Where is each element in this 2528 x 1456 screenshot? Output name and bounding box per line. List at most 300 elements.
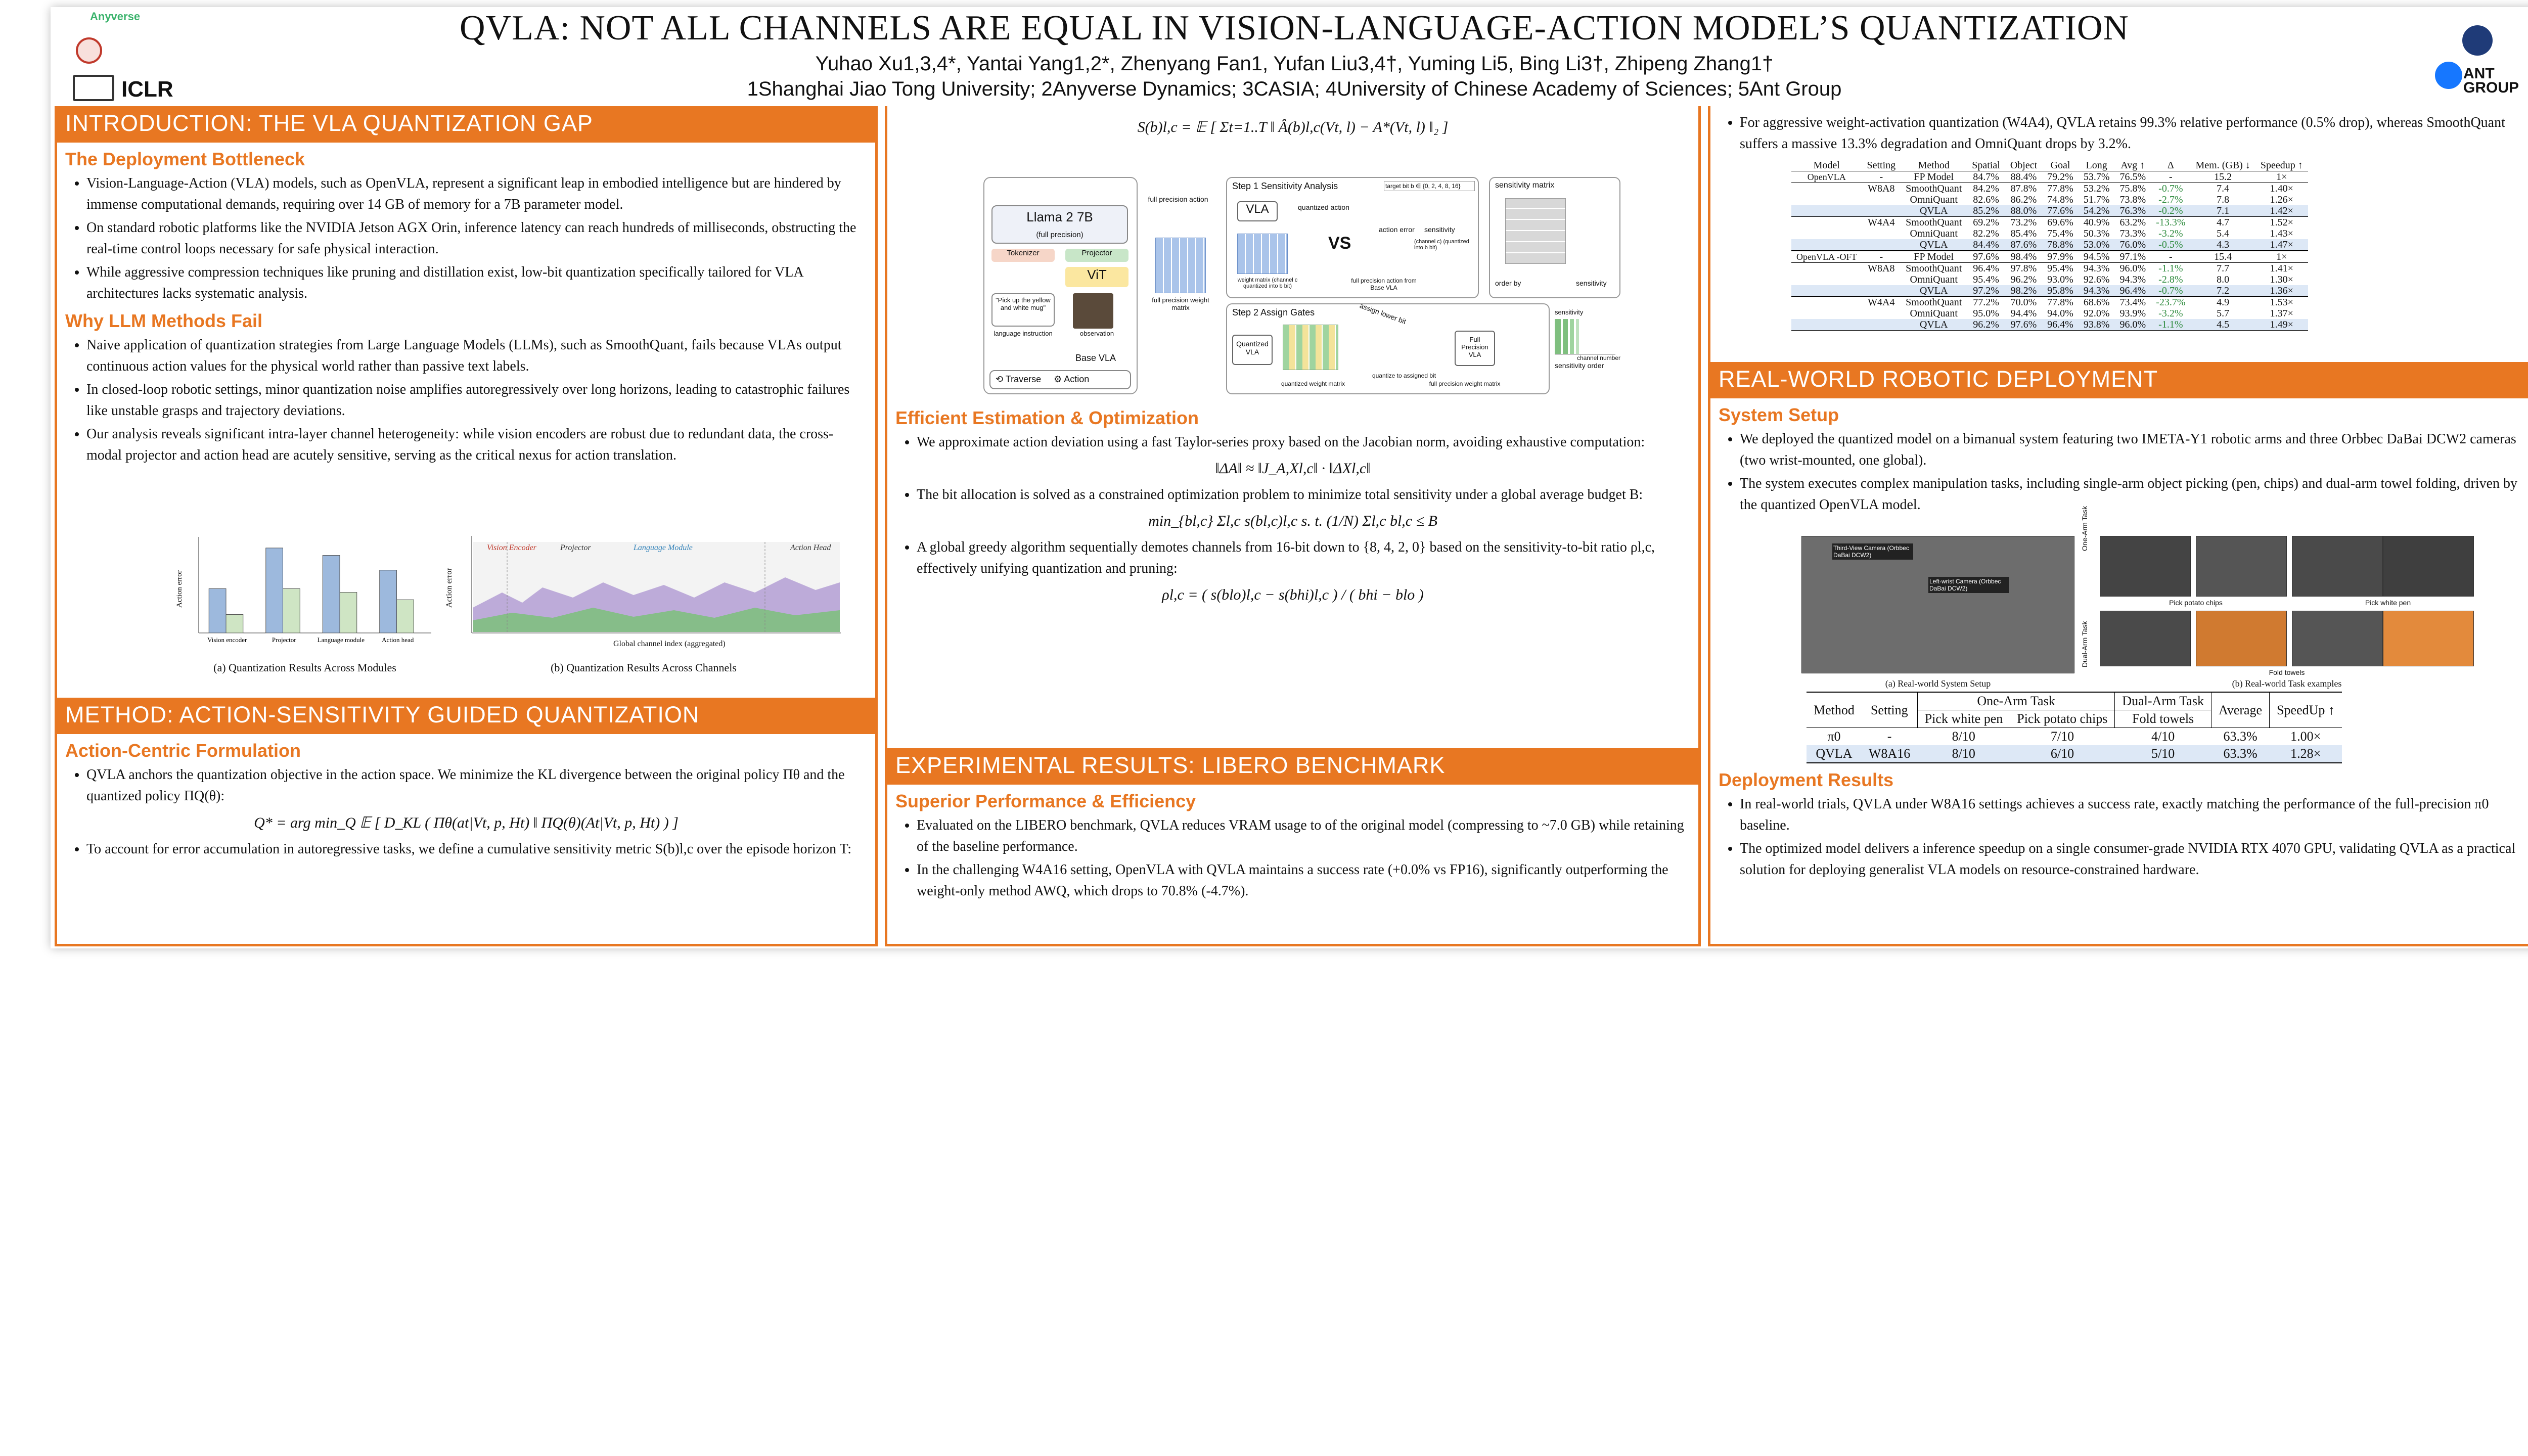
table-cell: 7.2 — [2191, 285, 2255, 297]
table-header-cell: Method — [1901, 160, 1967, 171]
fp-weight-label: full precision weight matrix — [1429, 380, 1501, 387]
cumulative-sensitivity-equation: S(b)l,c = 𝔼 [ Σt=1..T ‖ Â(b)l,c(Vt, l) − A*(Vt, l) ‖₂ ] — [1137, 119, 1449, 135]
tokenizer-box: Tokenizer — [991, 249, 1055, 262]
weight-matrix-icon — [1237, 234, 1288, 274]
table-cell: 93.0% — [2047, 274, 2073, 285]
step1-box — [1226, 177, 1479, 298]
bit-allocation-equation: min_{bl,c} Σl,c s(bl,c)l,c s. t. (1/N) Σl,c bl,c ≤ B — [1148, 513, 1437, 529]
table-cell — [1862, 319, 1901, 331]
table-row — [1791, 205, 2308, 217]
table-cell: 1.00× — [2290, 729, 2321, 744]
experiment-section-title: EXPERIMENTAL RESULTS: LIBERO BENCHMARK — [887, 748, 1698, 785]
one-arm-task-label: One-Arm Task — [2081, 506, 2089, 551]
table-cell: OmniQuant — [1910, 194, 1958, 205]
channel-plot-svg — [441, 532, 846, 653]
table-cell: 1.26× — [2270, 194, 2293, 205]
channel-number-label: channel number — [1576, 354, 1620, 361]
table-row — [1807, 728, 2342, 746]
task-photo — [2100, 536, 2191, 597]
order-sensitivity-label: sensitivity — [1576, 279, 1607, 287]
robot-photos — [1801, 506, 2474, 689]
table-cell: 97.8% — [2010, 263, 2037, 274]
table-cell: QVLA — [1901, 319, 1967, 331]
table-cell: 94.3% — [2083, 263, 2110, 274]
ant-group-logo: ANT GROUP — [2463, 65, 2519, 96]
header-dual-arm: Dual-Arm Task — [2115, 692, 2211, 710]
table-row — [1791, 239, 2308, 251]
table-header-cell: Long — [2079, 160, 2115, 171]
table-cell: 1.37× — [2270, 308, 2293, 319]
table-header-cell: Model — [1791, 160, 1862, 171]
list-item: • Naive application of quantization strategies from Large Language Models (LLMs), such as SmoothQuant, fails because VLAs output continuous action values for the physical world rather than passive text labels. — [86, 335, 867, 377]
table-row — [1791, 285, 2308, 297]
table-cell: 82.2% — [1973, 228, 1999, 239]
table-row — [1791, 251, 2308, 263]
table-cell: 63.3% — [2223, 746, 2258, 761]
performance-list — [917, 815, 1690, 902]
method-section — [57, 698, 875, 862]
table-cell: 8/10 — [1952, 746, 1975, 761]
table-cell — [1862, 194, 1901, 205]
table-cell: QVLA — [1901, 205, 1967, 217]
table-cell — [1862, 285, 1901, 297]
table-header-row — [1807, 692, 2342, 710]
w4a4-list — [1740, 112, 2523, 155]
table-cell: 75.4% — [2047, 228, 2073, 239]
task-photo — [2196, 536, 2287, 597]
list-item: • We deployed the quantized model on a bimanual system featuring two IMETA-Y1 robotic arms and three Orbbec DaBai DCW2 cameras (two wrist-mounted, one global). — [1740, 429, 2523, 471]
table-cell: 51.7% — [2083, 194, 2110, 205]
list-item: • For aggressive weight-activation quantization (W4A4), QVLA retains 99.3% relative performance (0.5% drop), whereas SmoothQuant suffers a massive 13.3% degradation and OmniQuant drops by 3.2%. — [1740, 112, 2523, 155]
bar-chart-svg — [173, 532, 436, 658]
table-cell: 96.0% — [2115, 319, 2151, 331]
table-cell: 7.7 — [2217, 263, 2230, 274]
y-axis-label: Action error — [445, 568, 454, 608]
table-header-cell: Δ — [2151, 160, 2190, 171]
llama-sub-label: (full precision) — [1036, 231, 1084, 239]
step2-label: Step 2 Assign Gates — [1232, 307, 1315, 317]
table-cell: 1.49× — [2255, 319, 2308, 331]
order-bars-icon — [1555, 319, 1615, 354]
table-cell: 15.2 — [2214, 171, 2232, 183]
table-cell: -0.7% — [2151, 285, 2190, 297]
table-cell: 4.5 — [2191, 319, 2255, 331]
table-cell: - — [1879, 171, 1883, 183]
observation-image — [1073, 293, 1113, 329]
table-cell: 88.4% — [2010, 171, 2037, 183]
table-cell: 4.9 — [2217, 297, 2230, 308]
table-cell: 5.4 — [2217, 228, 2230, 239]
table-cell: 1.42× — [2255, 205, 2308, 217]
x-tick-label: Projector — [272, 636, 296, 644]
table-cell: -23.7% — [2156, 297, 2186, 308]
list-item: • A global greedy algorithm sequentially demotes channels from 16-bit down to {8, 4, 2, 0} based on the sensitivity-to-bit ratio ρl,c, effectively unifying quantization and pruning: — [917, 537, 1690, 579]
table-cell: 8/10 — [1952, 729, 1975, 744]
table-cell: - — [1887, 729, 1892, 744]
quantize-label: quantize to assigned bit — [1372, 372, 1436, 379]
table-header-cell: Avg ↑ — [2115, 160, 2151, 171]
sensitivity-matrix-label: sensitivity matrix — [1495, 181, 1555, 190]
table-header-cell: Spatial — [1967, 160, 2005, 171]
table-cell: 1× — [2276, 171, 2287, 183]
table-row — [1791, 297, 2308, 308]
table-cell: 63.2% — [2119, 217, 2146, 228]
left-wrist-camera-label: Left-wrist Camera (Orbbec DaBai DCW2) — [1928, 577, 2009, 593]
llm-fail-list — [86, 335, 867, 466]
table-cell: 77.8% — [2047, 297, 2073, 308]
affiliation-list: 1Shanghai Jiao Tong University; 2Anyverse Dynamics; 3CASIA; 4University of Chinese Academy of Sciences; 5Ant Group — [747, 78, 1842, 100]
table-cell: 94.3% — [2119, 274, 2146, 285]
table-cell: 76.0% — [2115, 239, 2151, 251]
table-cell: OmniQuant — [1910, 228, 1958, 239]
table-cell: FP Model — [1914, 251, 1954, 262]
region-label: Projector — [560, 543, 591, 552]
list-item: • To account for error accumulation in autoregressive tasks, we define a cumulative sensitivity metric S(b)l,c over the episode horizon T: — [86, 839, 867, 860]
table-cell: 4.7 — [2217, 217, 2230, 228]
table-cell — [1862, 228, 1901, 239]
header-pen: Pick white pen — [1917, 710, 2010, 728]
table-cell: - — [2169, 171, 2173, 183]
table-cell: 1.40× — [2270, 183, 2293, 194]
order-by-label: order by — [1495, 279, 1521, 287]
table-cell — [1791, 263, 1862, 275]
table-cell: - — [1879, 251, 1883, 262]
table-cell: -0.2% — [2151, 205, 2190, 217]
table-cell: W4A4 — [1868, 217, 1895, 228]
table-row — [1791, 263, 2308, 275]
task-photo — [2292, 611, 2383, 666]
header-setting: Setting — [1862, 692, 1917, 728]
quantized-vla-box: Quantized VLA — [1232, 335, 1273, 365]
table-cell: 85.4% — [2010, 228, 2037, 239]
table-cell: FP Model — [1914, 171, 1954, 183]
table-row — [1791, 183, 2308, 195]
kl-objective-equation: Q* = arg min_Q 𝔼 [ D_KL ( Πθ(at|Vt, p, Ht) ‖ ΠQ(θ)(At|Vt, p, Ht) ) ] — [254, 814, 679, 831]
figure-a-caption: (a) Quantization Results Across Modules — [213, 661, 396, 674]
observation-label: observation — [1079, 330, 1114, 337]
table-cell: 74.8% — [2047, 194, 2073, 205]
table-cell: 6/10 — [2050, 746, 2074, 761]
traverse-button: ⟲ Traverse ⚙ Action — [989, 370, 1131, 389]
list-item: • Vision-Language-Action (VLA) models, such as OpenVLA, represent a significant leap in embodied intelligence but are hindered by immense computational demands, requiring over 14 GB of memory for a 7B parameter model. — [86, 173, 867, 215]
list-item: • The bit allocation is solved as a constrained optimization problem to minimize total sensitivity under a global average budget B: — [917, 484, 1690, 506]
table-cell: π0 — [1827, 729, 1841, 744]
list-item: • The optimized model delivers a inference speedup on a single consumer-grade NVIDIA RTX 4070 GPU, validating QVLA as a practical solution for deploying generalist VLA models on resource-constrained hardware. — [1740, 838, 2523, 881]
table-cell: 73.2% — [2010, 217, 2037, 228]
region-label: Language Module — [634, 543, 693, 552]
sensitivity-matrix-box — [1489, 177, 1620, 298]
subheading-why-llm-fail: Why LLM Methods Fail — [65, 310, 262, 331]
table-cell: 85.2% — [1967, 205, 2005, 217]
fp-action-label: full precision action — [1148, 195, 1208, 203]
table-cell: 7.1 — [2191, 205, 2255, 217]
table-cell: 53.2% — [2083, 183, 2110, 194]
y-axis-label: Action error — [175, 570, 184, 608]
subheading-deployment-results: Deployment Results — [1719, 769, 1894, 790]
table-cell: 7.8 — [2217, 194, 2230, 205]
table-cell — [1791, 228, 1862, 239]
table-header-row — [1791, 160, 2308, 171]
table-cell: -3.2% — [2158, 228, 2183, 239]
table-cell: OmniQuant — [1910, 274, 1958, 285]
table-cell: -1.1% — [2151, 319, 2190, 331]
llama-box — [991, 205, 1128, 244]
region-label: Action Head — [790, 543, 831, 552]
table-cell: 86.2% — [2010, 194, 2037, 205]
realworld-table-wrap — [1807, 692, 2342, 763]
table-cell: 87.6% — [2005, 239, 2042, 251]
table-cell — [1862, 205, 1901, 217]
table-cell: W8A8 — [1868, 263, 1895, 274]
header-one-arm: One-Arm Task — [1917, 692, 2115, 710]
table-cell: W4A4 — [1868, 297, 1895, 308]
table-cell: -2.8% — [2158, 274, 2183, 285]
base-vla-label: Base VLA — [1075, 353, 1116, 363]
table-cell: 1.30× — [2270, 274, 2293, 285]
table-cell: W8A16 — [1868, 746, 1911, 761]
table-cell: 87.8% — [2010, 183, 2037, 194]
list-item: • We approximate action deviation using a fast Taylor-series proxy based on the Jacobian norm, avoiding exhaustive computation: — [917, 432, 1690, 453]
table-row — [1791, 228, 2308, 239]
vs-label: VS — [1328, 234, 1351, 253]
table-cell: 84.7% — [1973, 171, 1999, 183]
chips-task-label: Pick potato chips — [2169, 599, 2223, 607]
bar — [397, 600, 414, 633]
poster — [51, 7, 2528, 948]
bar — [380, 570, 397, 633]
table-row — [1807, 745, 2342, 763]
table-cell: 78.8% — [2042, 239, 2079, 251]
table-cell — [1791, 205, 1862, 217]
table-cell: 92.0% — [2083, 308, 2110, 319]
instruction-box: "Pick up the yellow and white mug" — [991, 293, 1055, 327]
bar — [226, 614, 243, 633]
task-photo — [2383, 536, 2474, 597]
header-fold: Fold towels — [2115, 710, 2211, 728]
table-cell: QVLA — [1901, 285, 1967, 297]
table-cell: 96.4% — [2042, 319, 2079, 331]
dual-arm-task-label: Dual-Arm Task — [2081, 621, 2089, 667]
table-cell: 40.9% — [2083, 217, 2110, 228]
table-row — [1791, 308, 2308, 319]
base-vla-box — [983, 177, 1138, 394]
bar — [209, 588, 226, 633]
table-cell: 1.47× — [2255, 239, 2308, 251]
list-item: • Evaluated on the LIBERO benchmark, QVLA reduces VRAM usage to of the original model (compressing to ~7.0 GB) while retaining of the baseline performance. — [917, 815, 1690, 857]
table-cell: 94.5% — [2083, 251, 2110, 262]
table-cell: 54.2% — [2079, 205, 2115, 217]
table-cell: SmoothQuant — [1906, 297, 1962, 308]
casia-seal-icon — [2462, 25, 2493, 56]
table-cell — [1791, 217, 1862, 229]
table-cell: - — [2169, 251, 2173, 262]
table-cell: 77.8% — [2047, 183, 2073, 194]
table-cell: 69.2% — [1973, 217, 1999, 228]
list-item: • In closed-loop robotic settings, minor quantization noise amplifies autoregressively over long horizons, leading to catastrophic failures like unstable grasps and trajectory deviations. — [86, 379, 867, 422]
table-cell — [1791, 297, 1862, 308]
table-cell: 77.2% — [1973, 297, 1999, 308]
estimation-section — [887, 401, 1698, 611]
table-cell: 76.3% — [2115, 205, 2151, 217]
table-cell: QVLA — [1901, 239, 1967, 251]
list-item: • In real-world trials, QVLA under W8A16 settings achieves a success rate, exactly matching the performance of the full-precision π0 baseline. — [1740, 794, 2523, 836]
table-cell: 53.7% — [2083, 171, 2110, 183]
x-tick-label: Vision encoder — [207, 636, 247, 644]
task-photo — [2196, 611, 2287, 666]
towels-task-label: Fold towels — [2269, 668, 2305, 676]
table-cell: 63.3% — [2223, 729, 2258, 744]
table-cell — [1862, 239, 1901, 251]
table-cell: SmoothQuant — [1906, 183, 1962, 194]
table-cell: 84.2% — [1973, 183, 1999, 194]
table-body — [1791, 171, 2308, 331]
target-bit-note: target bit b ∈ {0, 2, 4, 8, 16} — [1384, 181, 1475, 191]
estimation-list — [917, 432, 1690, 453]
column-middle — [885, 106, 1701, 946]
table-cell: 95.8% — [2042, 285, 2079, 297]
table-cell — [1791, 194, 1862, 205]
action-error-label: action error — [1379, 225, 1415, 234]
table-header-cell: Goal — [2042, 160, 2079, 171]
x-tick-label: Action head — [382, 636, 414, 644]
subheading-action-centric: Action-Centric Formulation — [65, 740, 301, 761]
table-cell: 53.0% — [2079, 239, 2115, 251]
table-cell: 94.0% — [2047, 308, 2073, 319]
iclr-logo: ICLR — [121, 77, 173, 102]
table-cell: 1× — [2276, 251, 2287, 262]
table-cell: -3.2% — [2158, 308, 2183, 319]
table-cell: 15.4 — [2214, 251, 2232, 262]
table-cell: 97.1% — [2119, 251, 2146, 262]
table-cell: 76.5% — [2119, 171, 2146, 183]
table-cell: 97.6% — [2005, 319, 2042, 331]
list-item: • QVLA anchors the quantization objective in the action space. We minimize the KL divergence between the original policy Πθ and the quantized policy ΠQ(θ): — [86, 764, 867, 807]
table-cell: 4/10 — [2151, 729, 2175, 744]
table-cell: 77.6% — [2042, 205, 2079, 217]
table-cell: 7/10 — [2050, 729, 2074, 744]
fp-action-base-label: full precision action from Base VLA — [1351, 277, 1417, 291]
x-axis-label: Global channel index (aggregated) — [613, 640, 726, 648]
table-cell: 96.4% — [2115, 285, 2151, 297]
realworld-section-title: REAL-WORLD ROBOTIC DEPLOYMENT — [1710, 362, 2528, 398]
table-cell — [1862, 308, 1901, 319]
subheading-system-setup: System Setup — [1719, 404, 1839, 425]
table-cell: 95.0% — [1973, 308, 1999, 319]
column-right — [1708, 106, 2528, 946]
subheading-deployment-bottleneck: The Deployment Bottleneck — [65, 149, 305, 169]
module-bar-chart — [173, 532, 436, 658]
figure-b-caption: (b) Quantization Results Across Channels — [551, 661, 737, 674]
table-cell: 1.52× — [2270, 217, 2293, 228]
bottleneck-list — [86, 173, 867, 304]
method-section-title: METHOD: ACTION-SENSITIVITY GUIDED QUANTIZATION — [57, 698, 875, 734]
table-cell: 7.4 — [2217, 183, 2230, 194]
region-label: Vision Encoder — [487, 543, 536, 552]
table-cell: 88.0% — [2005, 205, 2042, 217]
step1-label: Step 1 Sensitivity Analysis — [1232, 181, 1338, 191]
subheading-estimation: Efficient Estimation & Optimization — [895, 407, 1199, 428]
table-cell: QVLA — [1816, 746, 1853, 761]
bar — [323, 556, 340, 633]
action-label: Action — [1064, 374, 1090, 384]
table-cell: W8A8 — [1868, 183, 1895, 194]
poster-header — [51, 7, 2528, 106]
table-cell: 97.6% — [1973, 251, 1999, 262]
libero-results-table-wrap — [1791, 160, 2308, 331]
x-tick-label: Language module — [317, 636, 365, 644]
table-cell: 98.2% — [2005, 285, 2042, 297]
author-list: Yuhao Xu1,3,4*, Yantai Yang1,2*, Zhenyang Fan1, Yufan Liu3,4†, Yuming Li5, Bing Li3†, Zhipeng Zhang1† — [815, 53, 1774, 75]
header-chips: Pick potato chips — [2017, 711, 2108, 726]
vit-box: ViT — [1065, 267, 1128, 287]
header-method: Method — [1807, 692, 1862, 728]
table-cell — [1791, 183, 1862, 195]
deployment-results-list — [1740, 794, 2523, 881]
bar — [283, 588, 300, 633]
table-cell: 73.4% — [2119, 297, 2146, 308]
photo-caption-b: (b) Real-world Task examples — [2232, 678, 2342, 689]
table-cell: -13.3% — [2156, 217, 2186, 228]
table-cell: 73.8% — [2119, 194, 2146, 205]
table-cell: 5.7 — [2217, 308, 2230, 319]
table-cell: 95.4% — [2047, 263, 2073, 274]
channel-error-plot — [441, 532, 846, 653]
fp-vla-box: Full Precision VLA — [1455, 331, 1495, 366]
header-speedup: SpeedUp ↑ — [2270, 692, 2342, 728]
table-cell: 97.9% — [2047, 251, 2073, 262]
table-cell: 1.28× — [2290, 746, 2321, 761]
intro-section-title: INTRODUCTION: THE VLA QUANTIZATION GAP — [57, 106, 875, 143]
table-cell: 92.6% — [2083, 274, 2110, 285]
order-chart-title: sensitivity — [1555, 308, 1584, 316]
anyverse-logo: Anyverse — [90, 10, 141, 23]
table-cell: 93.8% — [2079, 319, 2115, 331]
table-cell: 4.3 — [2191, 239, 2255, 251]
table-cell: 97.2% — [1967, 285, 2005, 297]
experiment-section — [887, 748, 1698, 904]
realworld-section — [1710, 362, 2528, 518]
taylor-proxy-equation: ‖ΔA‖ ≈ ‖J_A,Xl,c‖ · ‖ΔXl,c‖ — [1215, 460, 1371, 477]
sensitivity-label: sensitivity — [1424, 225, 1455, 234]
table-header-cell: Speedup ↑ — [2255, 160, 2308, 171]
estimation-list-2 — [917, 484, 1690, 506]
table-cell: 93.9% — [2119, 308, 2146, 319]
table-cell: 50.3% — [2083, 228, 2110, 239]
ratio-equation: ρl,c = ( s(blo)l,c − s(bhi)l,c ) / ( bhi − blo ) — [1162, 586, 1424, 603]
table-cell: 73.3% — [2119, 228, 2146, 239]
list-item: • In the challenging W4A16 setting, OpenVLA with QVLA maintains a success rate (+0.0% vs FP16), significantly outperforming the weight-only method AWQ, which drops to 70.8% (-4.7%). — [917, 859, 1690, 902]
method-list — [86, 764, 867, 807]
table-cell: SmoothQuant — [1906, 263, 1962, 274]
method-list-2 — [86, 839, 867, 860]
table-cell: -2.7% — [2158, 194, 2183, 205]
task-photo — [2100, 611, 2191, 666]
fp-matrix-label: full precision weight matrix — [1152, 296, 1209, 311]
table-header-cell: Setting — [1862, 160, 1901, 171]
table-cell — [1791, 308, 1862, 319]
vla-box: VLA — [1237, 201, 1278, 221]
sensitivity-matrix-grid — [1505, 198, 1566, 264]
step2-box — [1226, 303, 1550, 394]
llama-label: Llama 2 7B — [1026, 209, 1093, 224]
projector-box: Projector — [1065, 249, 1128, 262]
list-item: • While aggressive compression techniques like pruning and distillation exist, low-bit quantization specifically tailored for VLA architectures lacks systematic analysis. — [86, 262, 867, 304]
realworld-table — [1807, 692, 2342, 763]
table-cell: 94.4% — [2010, 308, 2037, 319]
task-photo — [2383, 611, 2474, 666]
traverse-label: Traverse — [1005, 374, 1042, 384]
list-item: • Our analysis reveals significant intra-layer channel heterogeneity: while vision encoders are robust due to redundant data, the cross-modal projector and action head are acutely sensitive, serving as the critical nexus for action translation. — [86, 424, 867, 466]
